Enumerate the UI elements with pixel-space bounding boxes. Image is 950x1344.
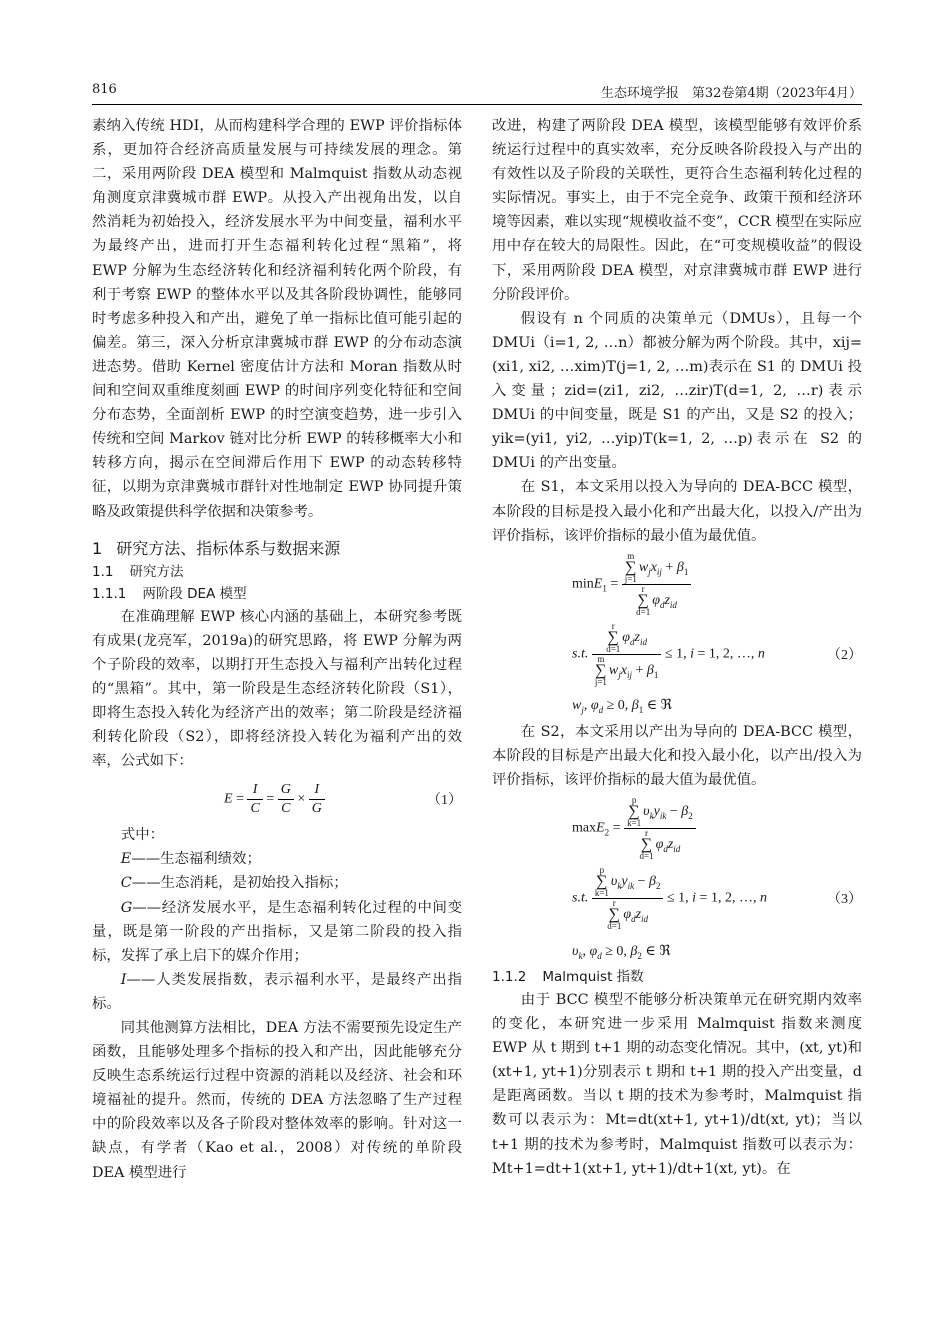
definition-E: E——生态福利绩效；: [120, 851, 261, 868]
paragraph: 假设有 n 个同质的决策单元（DMUs），且每一个 DMUi（i=1, 2, …n）都被分解为两个阶段。其中，xij=(xi1, xi2, …xim)T(j=1, 2, …m)表示在 S1 的 DMUi 投入变量；zid=(zi1, zi2, …zir)T(d=1, 2, …r)表示 DMUi 的中间变量，既是 S1 的产出，又是 S2 的投入；yik=(yi1, yi2, …yip)T(k=1, 2, …p)表示在 S2 的 DMUi 的产出变量。: [492, 310, 862, 472]
section-heading: 1 研究方法、指标体系与数据来源: [92, 538, 341, 558]
subsection-heading: 1.1 研究方法: [92, 563, 184, 580]
header-rule: [92, 104, 862, 105]
equation-1: E = $\frac{I}{C}$ = $\frac{G}{C}$ × $\frac{I}{G}$ （1）: [224, 782, 462, 817]
subsubsection-heading: 1.1.2 Malmquist 指数: [492, 968, 644, 985]
equation-number: （3）: [827, 891, 862, 907]
right-column: [492, 114, 862, 1181]
definition-G: G——经济发展水平，是生态福利转化过程的中间变量，既是第一阶段的产出指标，又是第二阶段的投入指标，发挥了承上启下的媒介作用；: [92, 899, 462, 964]
paragraph: 改进，构建了两阶段 DEA 模型，该模型能够有效评价系统运行过程中的真实效率，充分反映各阶段投入与产出的有效性以及子阶段的关联性，更符合生态福利转化过程的实际情况。事实上，由于不完全竞争、政策干预和经济环境等因素，难以实现“规模收益不变”，CCR 模型在实际应用中存在较大的局限性。因此，在“可变规模收益”的假设下，采用两阶段 DEA 模型，对京津冀城市群 EWP 进行分阶段评价。: [492, 118, 862, 303]
paragraph: 在 S2，本文采用以产出为导向的 DEA-BCC 模型，本阶段的目标是产出最大化和投入最小化，以产出/投入为评价指标，该评价指标的最大值为最优值。: [492, 723, 862, 788]
equation-number: （2）: [827, 647, 862, 663]
left-column: [92, 114, 462, 1185]
paragraph: 在准确理解 EWP 核心内涵的基础上，本研究参考既有成果(龙亮军，2019a)的研究思路，将 EWP 分解为两个子阶段的效率，以期打开生态投入与福利产出转化过程的“黑箱”。其中，第一阶段是生态经济转化阶段（S1），即将生态投入转化为经济产出的效率；第二阶段是经济福利转化阶段（S2），即将经济投入转化为福利产出的效率，公式如下：: [92, 608, 462, 770]
equation-2: minE$_1$ = m ∑ $j=1w_jx_{ij} + \beta_1$ r ∑ $d=1\varphi_dz_{id}$ s.t. r ∑ $d=1\varphi_dz_{id}$ m ∑ $j=1w_jx_{ij} + \beta_1$ ≤ 1, i = 1, 2, …, n $w_j$, $\varphi_d \ge 0$, $\beta_1$ ∈ ℜ （2）: [572, 550, 862, 715]
equation-number: （1）: [427, 793, 462, 809]
running-header: [92, 82, 862, 102]
page-number: 816: [92, 82, 117, 97]
definition-C: C——生态消耗，是初始投入指标；: [120, 875, 348, 892]
journal-info: 生态环境学报 第32卷第4期（2023年4月）: [600, 86, 862, 101]
definition-I: I——人类发展指数，表示福利水平，是最终产出指标。: [92, 971, 462, 1012]
paragraph: 同其他测算方法相比，DEA 方法不需要预先设定生产函数，且能够处理多个指标的投入和产出，因此能够充分反映生态系统运行过程中资源的消耗以及经济、社会和环境福祉的提升。然而，传统的 DEA 方法忽略了生产过程中的阶段效率以及各子阶段对整体效率的影响。针对这一缺点，有学者（Kao et al.，2008）对传统的单阶段 DEA 模型进行: [92, 1020, 462, 1181]
where-label: 式中：: [120, 827, 164, 844]
equation-3: maxE$_2$ = p ∑ $k=1\upsilon_ky_{ik} - \beta_2$ r ∑ $d=1\varphi_dz_{id}$ s.t. p ∑ $k=1\upsilon_ky_{ik} - \beta_2$ r ∑ $d=1\varphi_dz_{id}$ ≤ 1, i = 1, 2, …, n $\upsilon_k$, $\varphi_d \ge 0$, $\beta_2$ ∈ ℜ （3）: [572, 794, 862, 961]
paragraph: 由于 BCC 模型不能够分析决策单元在研究期内效率的变化，本研究进一步采用 Malmquist 指数来测度 EWP 从 t 期到 t+1 期的动态变化情况。其中，(xt, yt)和(xt+1, yt+1)分别表示 t 期和 t+1 期的投入产出变量，d 是距离函数。当以 t 期的技术为参考时，Malmquist 指数可以表示为：Mt=dt(xt+1, yt+1)/dt(xt, yt)；当以 t+1 期的技术为参考时，Malmquist 指数可以表示为：Mt+1=dt+1(xt+1, yt+1)/dt+1(xt, yt)。在: [492, 991, 862, 1177]
subsubsection-heading: 1.1.1 两阶段 DEA 模型: [92, 585, 247, 602]
paragraph: 在 S1，本文采用以投入为导向的 DEA-BCC 模型，本阶段的目标是投入最小化和产出最大化，以投入/产出为评价指标，该评价指标的最小值为最优值。: [492, 479, 862, 544]
paragraph: 素纳入传统 HDI，从而构建科学合理的 EWP 评价指标体系，更加符合经济高质量发展与可持续发展的理念。第二，采用两阶段 DEA 模型和 Malmquist 指数从动态视角测度京津冀城市群 EWP。从投入产出视角出发，以自然消耗为初始投入，经济发展水平为中间变量，福利水平为最终产出，进而打开生态福利转化过程“黑箱”，将 EWP 分解为生态经济转化和经济福利转化两个阶段，有利于考察 EWP 的整体水平以及其各阶段协调性，能够同时考虑多种投入和产出，避免了单一指标比值可能引起的偏差。第三，深入分析京津冀城市群 EWP 的分布动态演进态势。借助 Kernel 密度估计方法和 Moran 指数从时间和空间双重维度刻画 EWP 的时间序列变化特征和空间分布态势，全面剖析 EWP 的时空演变趋势，进一步引入传统和空间 Markov 链对比分析 EWP 的转移概率大小和转移方向，揭示在空间滞后作用下 EWP 的动态转移特征，以期为京津冀城市群针对性地制定 EWP 协同提升策略及政策提供科学依据和决策参考。: [92, 118, 462, 520]
